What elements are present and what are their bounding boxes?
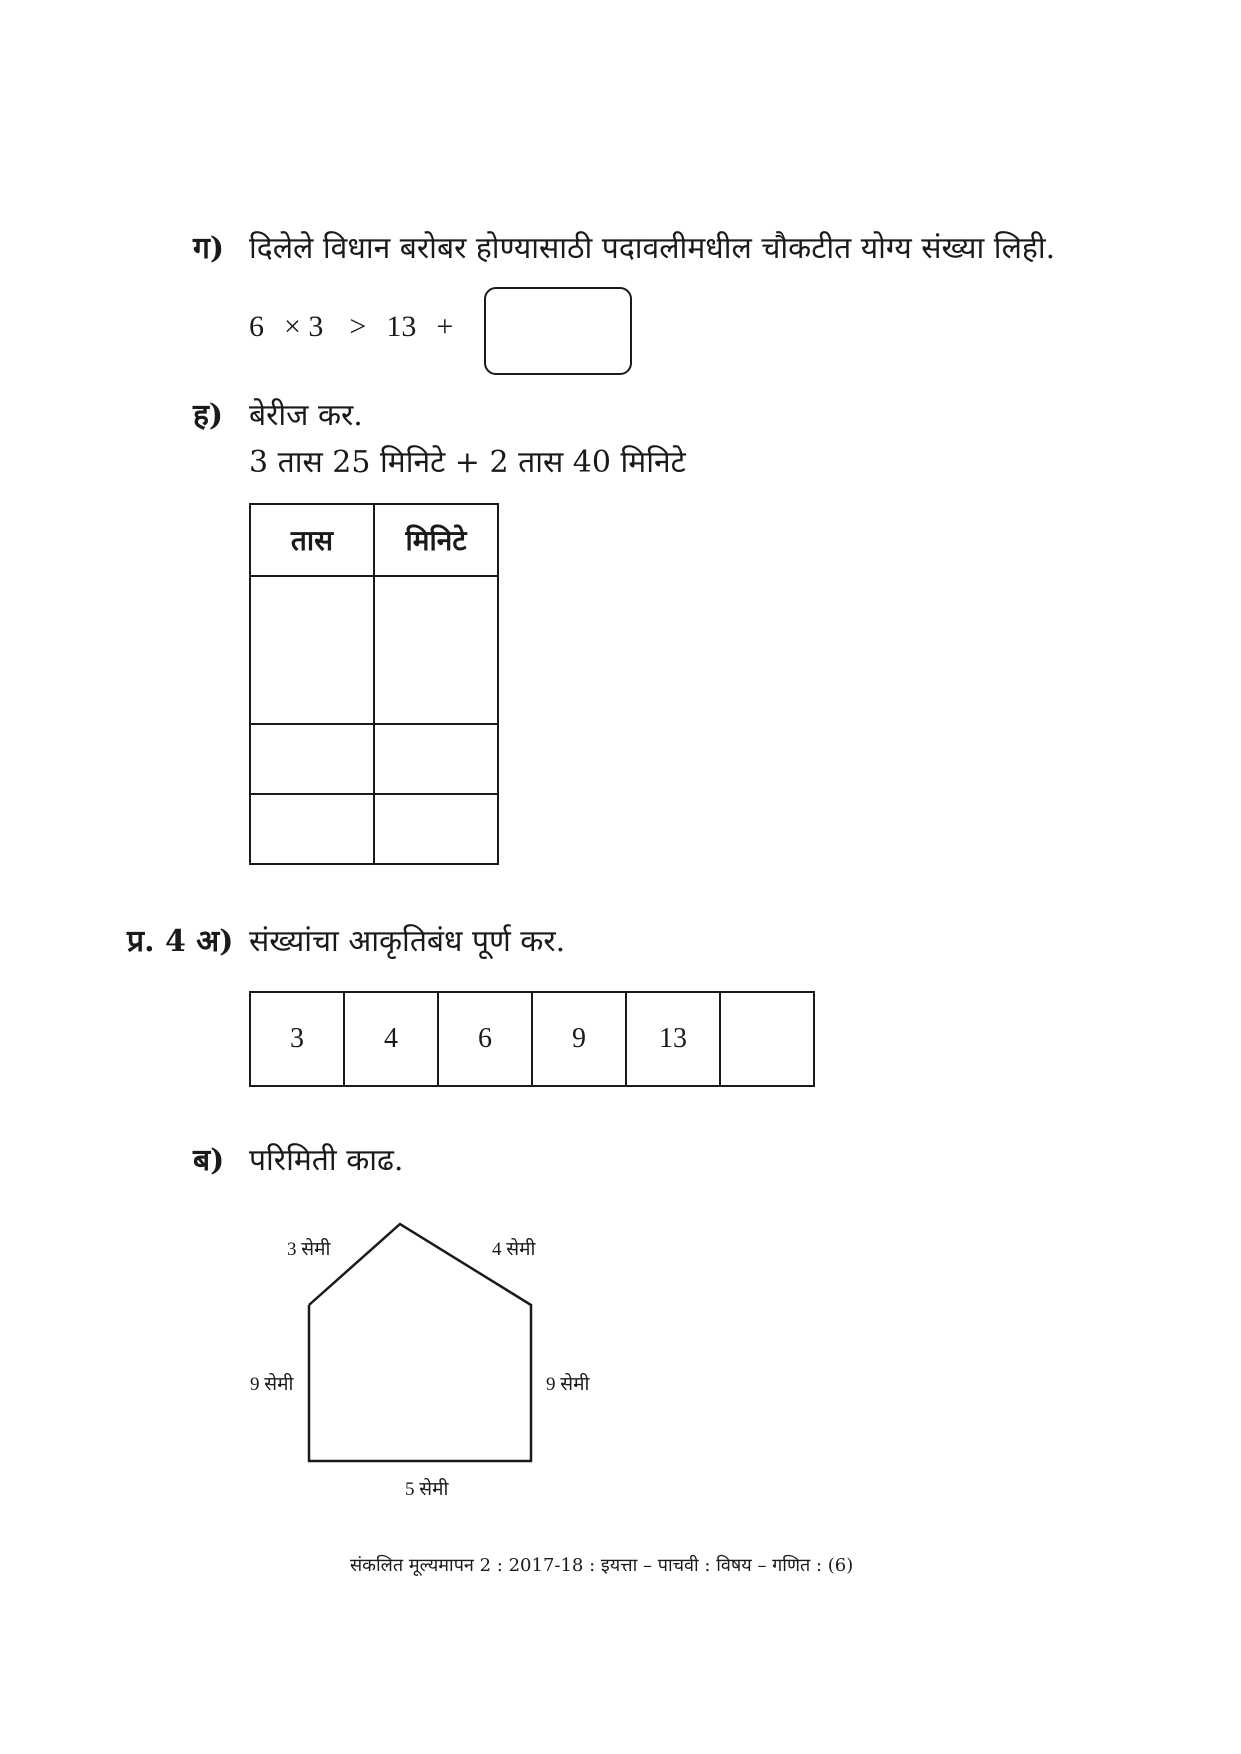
dimension-left: 9 सेमी <box>250 1374 294 1395</box>
page-footer: संकलित मूल्यमापन 2 : 2017-18 : इयत्ता – पाचवी : विषय – गणित : (6) <box>350 1555 854 1576</box>
question-text-ha: बेरीज कर. <box>249 398 363 433</box>
pattern-cell: 4 <box>344 992 438 1086</box>
expr-term-1: 6 <box>249 310 264 343</box>
pattern-cell: 6 <box>438 992 532 1086</box>
time-sum-expression: 3 तास 25 मिनिटे + 2 तास 40 मिनिटे <box>249 445 686 480</box>
question-label-ga: ग) <box>193 231 225 266</box>
question-label-ha: ह) <box>193 398 224 433</box>
expr-term-2: × 3 <box>284 310 324 343</box>
dimension-top-left: 3 सेमी <box>287 1239 331 1260</box>
pattern-cell: 3 <box>250 992 344 1086</box>
pattern-cell: 13 <box>626 992 720 1086</box>
dimension-bottom: 5 सेमी <box>405 1479 449 1500</box>
pattern-cell: 9 <box>532 992 626 1086</box>
header-hours: तास <box>250 504 374 576</box>
expr-operator-gt: > <box>349 310 367 343</box>
expr-operator-plus: + <box>436 310 454 343</box>
header-minutes: मिनिटे <box>374 504 498 576</box>
dimension-right: 9 सेमी <box>546 1374 590 1395</box>
dimension-top-right: 4 सेमी <box>492 1239 536 1260</box>
question-text-b: परिमिती काढ. <box>249 1143 404 1178</box>
question-label-b: ब) <box>193 1143 225 1178</box>
expr-term-3: 13 <box>386 310 417 343</box>
question-text-4a: संख्यांचा आकृतिबंध पूर्ण कर. <box>249 924 566 959</box>
question-label-4a: प्र. 4 अ) <box>127 924 234 959</box>
question-text-ga: दिलेले विधान बरोबर होण्यासाठी पदावलीमधील चौकटीत योग्य संख्या लिही. <box>249 231 1056 266</box>
